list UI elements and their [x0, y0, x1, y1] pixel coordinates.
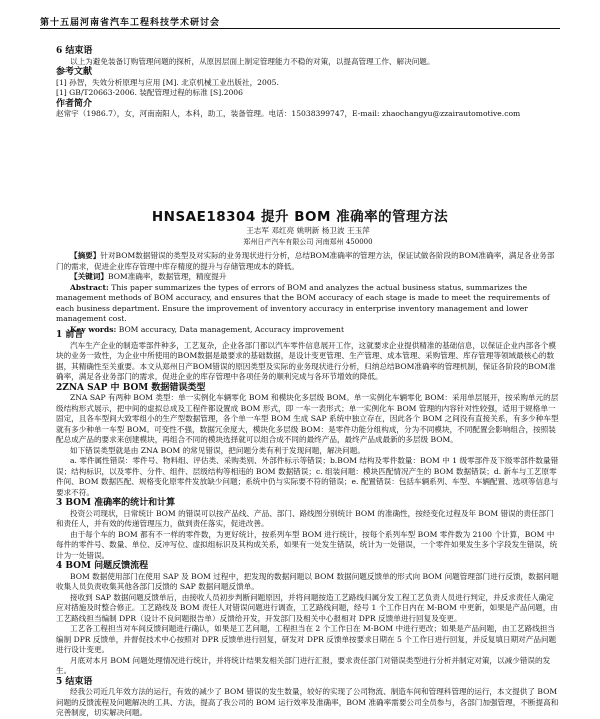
keywords-en-label: Key words:	[70, 324, 117, 334]
sec2-para: 如下错误类型就是由 ZNA BOM 的常见错误，把问题分类有利于发现问题，解决问题。	[70, 445, 365, 455]
sec3-title: 3 BOM 准确率的统计和计算	[56, 498, 176, 508]
references-title: 参考文献	[56, 67, 93, 77]
body-sections	[56, 330, 560, 719]
journal-header	[40, 10, 560, 29]
sec3-para: 由于每个车的 BOM 都有不一样的零件数，为更好统计，按系列车型 BOM 进行统计，按每个系列车型 BOM 零件数为 2100 个计算，BOM 中每件的零件号、数量、单位、反冲写位、虚拟组标识及其构成关系，如果有一处发生错误，统计为一处错误，一个零件如果发生多个字段发生错误，统计为一处错误。	[56, 529, 558, 560]
sec2-para: ZNA SAP 有两种 BOM 类型：单一实例化车辆零化 BOM 和模块化多层级 BOM。单一实例化车辆零化 BOM：采用单层展开，按采购单元的层级结构形式展示，把中间的虚拟总成及工程件都设置成 BOM 形式，即 一车一表形式；单一实例化车 BOM 管理的内容针对性较强，适用于规格单一固定，且各车型间大致零组小的生产型数据管理，各个单一车型 BOM 生成 SAP 系统中独立存在，因此各个 BOM 之间没有直接关系，有多少种车型就有多少种单一车型 BOM。可变性不强，数据冗余度大，模块化多层级 BOM：是零件功能分组构成，分为不同模块，不同配置会影响组合，按照装配总成产品的要求来创建模块，再组合不同的模块选择就可以组合成不同的最终产品，最终产品成最新的多层级 BOM。	[56, 393, 559, 444]
sec5-title: 5 结束语	[56, 676, 93, 687]
sec4-para: BOM 数据使用部门在使用 SAP 及 BOM 过程中，把发现的数据问题以 BOM 数据问题反馈单的形式向 BOM 问题管理部门进行反馈，数据问题收集人员负责收集其他各部门反馈的 SAP 数据问题反馈单。	[56, 571, 559, 591]
reference-item: [1] GB/T20663-2006. 装配管理过程的标准 [S].2006	[56, 88, 243, 97]
reference-item: [1] 孙智，失效分析原理与应用 [M]. 北京机械工业出版社，2005.	[56, 77, 279, 87]
keywords-cn-label: 【关键词】	[70, 272, 108, 281]
abstract-cn: 针对BOM数据错误的类型及对实际的业务现状进行分析，总结BOM准确率的管理方法，保证试做各阶段的BOM准确率，满足各业务部门的需求，促进企业库存管理中库存精度的提升与存储管理成本的降低。	[56, 251, 555, 271]
sec2-para: a. 零件属性错误：零件号、物料组、评估类、采购类别、外部件标示等错误；b.BOM 结构及零件数量：BOM 中 1 级零部件及下级零部件数量错误；结构标识，以及零件、分件、组件、层级结构等相违的 BOM 数据错误；c. 组装问题：模块匹配情况产生的 BOM 数据错误；d. 新车与工艺原零件间、BOM 数据匹配、规格变化原零件发放缺少问题；系统中仍与实际要不符的错误；e. 配置错误：包括车辆系列、车型、车辆配置、选项等信息与要求不符。	[56, 456, 559, 497]
sec4-title: 4 BOM 问题反馈流程	[56, 561, 149, 571]
paper-title: HNSAE18304 提升 BOM 准确率的管理方法	[151, 209, 449, 225]
sec1-body: 汽车生产企业的制造零部件种多，工艺复杂，企业各部门都以汽车零件信息展开工作，这就要求企业提供精准的基础信息，以保证企业内部各个模块的业务一致性，为企业中所使用的BOM数据是最要求的基础数据，是设计变更管理、生产管理、成本管理、采购管理、库存管理等领域最核心的数据，其精确性至关重要。本文从郑州日产BOM错误的原因类型及实际的业务现状进行分析，归纳总结BOM准确率的管理机制，保证各阶段的BOM准确率，满足各业务部门的需求，促进企业的库存管理中各项任务的顺利完成与各环节增效的降低。	[56, 340, 556, 381]
author-intro-title: 作者简介	[56, 98, 93, 109]
authors: 王志军 邓红亮 姚明新 杨卫波 王玉萍	[246, 226, 370, 235]
abstract-cn-label: 【摘要】	[70, 251, 101, 260]
prev-sec6-title: 6 结束语	[56, 46, 93, 56]
prev-sec6-body: 以上为避免装备订购管理问题的探析，从原因层面上制定管理能力不稳的对策，以提高管理工作、解决问题。	[70, 56, 435, 66]
sec2-title: 2ZNA SAP 中 BOM 数据错误类型	[56, 382, 206, 393]
abstract-en-label: Abstract:	[70, 282, 109, 292]
affiliation: 郑州日产汽车有限公司 河南郑州 450000	[243, 237, 373, 246]
previous-paper-tail	[56, 46, 560, 120]
abstract-en: This paper summarizes the types of errors of BOM and analyzes the actual business status, summarizes the management methods of BOM accuracy, and ensures that the BOM accuracy of each stage is made to meet the requirements of each business department. Ensure the improvement of inventory accuracy in enterprise inventory management and lower management cost.	[56, 282, 550, 323]
abstract-section	[56, 251, 560, 335]
sec4-para: 接收到 SAP 数据问题反馈单后，由接收人员初步判断问题原因，并将问题按造工艺路线归属分发工程工艺负责人员进行判定，并反求责任人确定应对措施及时整合修正。工艺路线及 BOM 责任人对错误问题进行调查，工艺路线问题，经号 1 个工作日内在 M-BOM 中更新，如果是产品问题，由工艺路线担当编制 DPR（设计不良问题报告单）反馈给开发，开发部门及相关中心报相对 DPR 反馈单进行回复及变更。	[56, 592, 558, 623]
sec5-body: 经我公司近几年效方法的运行，有效的减少了 BOM 错误的发生数量，较好的实现了公司物流、制造车间和管理科管理的运行，本文提供了 BOM 问题的反馈流程及问题解决的工具、方法，提高了我公司的 BOM 运行效率及准确率，BOM 准确率需要公司全员参与，各部门加强管理，不断提高和完善制度，切实解决问题。	[56, 687, 559, 717]
journal-name: 第十五届河南省汽车工程科技学术研讨会	[40, 18, 221, 28]
sec3-para: 投资公司现状，日常统计 BOM 的错误可以按产品线、产品、部门、路线图分别统计 BOM 的准确性，按经变化过程及年 BOM 错误的责任部门和责任人，并有效的传递管理压力，做到责任落实，促进改善。	[56, 508, 554, 528]
paper-meta	[56, 226, 560, 247]
sec4-para: 工艺各工程担当对车间反馈问题进行确认，如果是工艺问题，工程担当在 2 个工作日在 M-BOM 中进行更改；如果是产品问题，由工艺路线担当编制 DPR 反馈单，并督促技术中心按照对 DPR 反馈单进行回复，研发对 DPR 反馈单按要求日期在 5 个工作日进行回复，并反复填日期对产品问题进行设计变更。	[56, 624, 557, 654]
keywords-cn: BOM准确率，数据管理，精度提升	[107, 272, 227, 281]
keywords-en: BOM accuracy, Data management, Accuracy improvement	[118, 324, 344, 334]
sec1-title: 1 前言	[56, 330, 84, 340]
sec4-para: 月底对本月 BOM 问题处理情况进行统计，并将统计结果发相关部门进行汇报，要求责任部门对错误类型进行分析并制定对策，以减少错误的发生。	[56, 655, 551, 675]
author-intro-body: 赵常宇（1986.7），女，河南南阳人，本科，助工，装备管理。电话：15038399747，E-mail: zhaochangyu@zzairautomotive.com	[56, 109, 521, 118]
